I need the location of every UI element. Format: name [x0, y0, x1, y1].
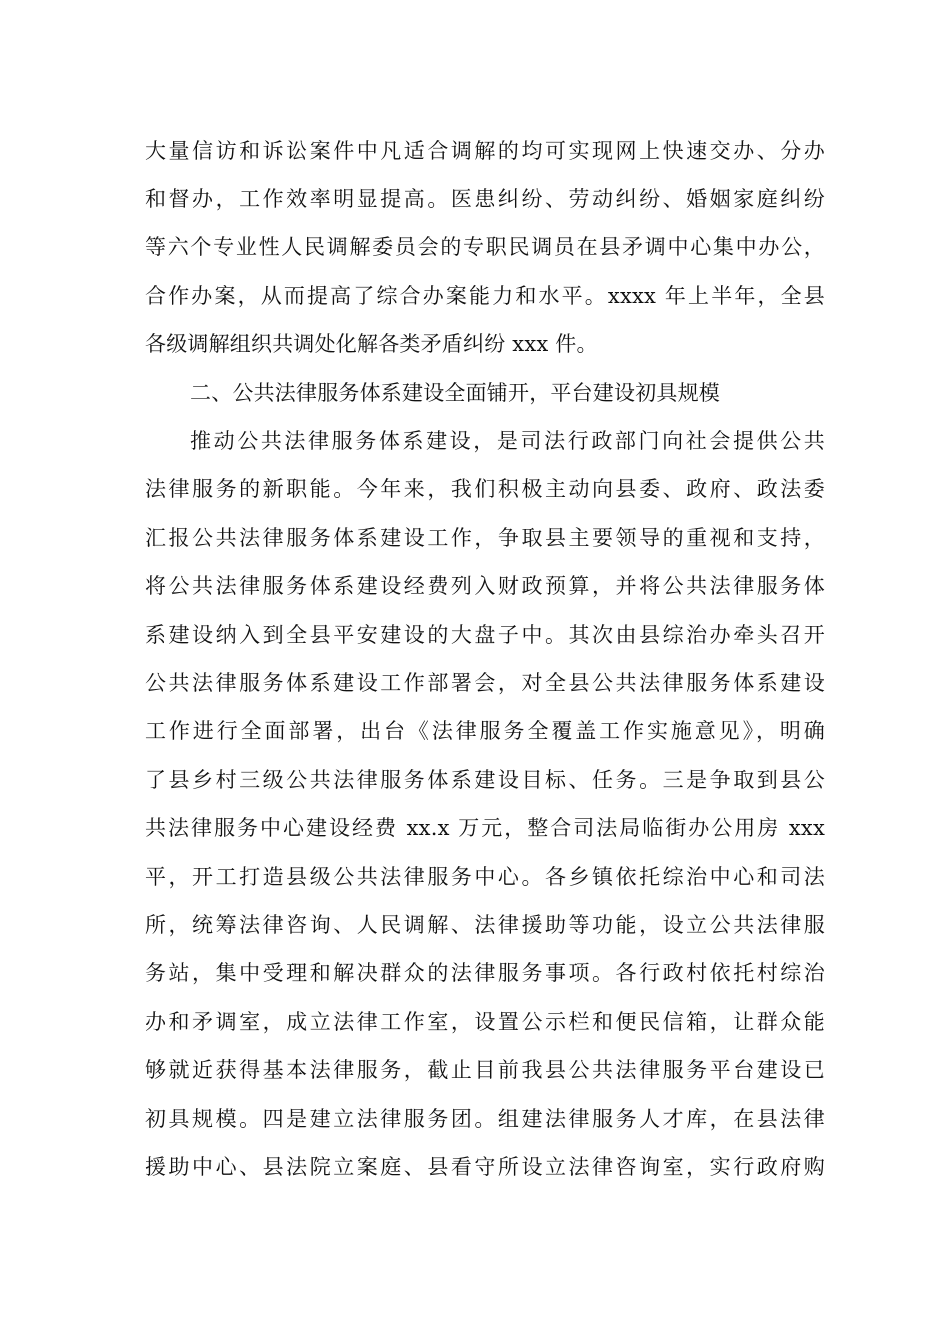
text-line: 等六个专业性人民调解委员会的专职民调员在县矛调中心集中办公，: [145, 235, 825, 259]
text-line: 公共法律服务体系建设工作部署会，对全县公共法律服务体系建设: [145, 671, 825, 695]
paragraph-first-line: 推动公共法律服务体系建设，是司法行政部门向社会提供公共: [190, 429, 825, 453]
text-line: 合作办案，从而提高了综合办案能力和水平。xxxx 年上半年，全县: [145, 284, 825, 308]
text-line: 大量信访和诉讼案件中凡适合调解的均可实现网上快速交办、分办: [145, 139, 825, 163]
text-line: 法律服务的新职能。今年来，我们积极主动向县委、政府、政法委: [145, 477, 825, 501]
text-line: 了县乡村三级公共法律服务体系建设目标、任务。三是争取到县公: [145, 768, 825, 792]
text-line: 工作进行全面部署，出台《法律服务全覆盖工作实施意见》，明确: [145, 719, 825, 743]
text-line: 援助中心、县法院立案庭、县看守所设立法律咨询室，实行政府购: [145, 1155, 825, 1179]
text-line: 系建设纳入到全县平安建设的大盘子中。其次由县综治办牵头召开: [145, 623, 825, 647]
text-line: 共法律服务中心建设经费 xx.x 万元，整合司法局临街办公用房 xxx: [145, 816, 825, 840]
section-heading: 二、公共法律服务体系建设全面铺开，平台建设初具规模: [190, 381, 720, 405]
text-line: 和督办，工作效率明显提高。医患纠纷、劳动纠纷、婚姻家庭纠纷: [145, 187, 825, 211]
text-line: 务站，集中受理和解决群众的法律服务事项。各行政村依托村综治: [145, 961, 825, 985]
text-line: 汇报公共法律服务体系建设工作，争取县主要领导的重视和支持，: [145, 526, 825, 550]
text-line: 够就近获得基本法律服务，截止目前我县公共法律服务平台建设已: [145, 1058, 825, 1082]
text-line: 各级调解组织共调处化解各类矛盾纠纷 xxx 件。: [145, 332, 598, 356]
text-line: 所，统筹法律咨询、人民调解、法律援助等功能，设立公共法律服: [145, 913, 825, 937]
text-line: 将公共法律服务体系建设经费列入财政预算，并将公共法律服务体: [145, 574, 825, 598]
text-line: 办和矛调室，成立法律工作室，设置公示栏和便民信箱，让群众能: [145, 1010, 825, 1034]
text-line: 平，开工打造县级公共法律服务中心。各乡镇依托综治中心和司法: [145, 865, 825, 889]
text-line: 初具规模。四是建立法律服务团。组建法律服务人才库，在县法律: [145, 1107, 825, 1131]
